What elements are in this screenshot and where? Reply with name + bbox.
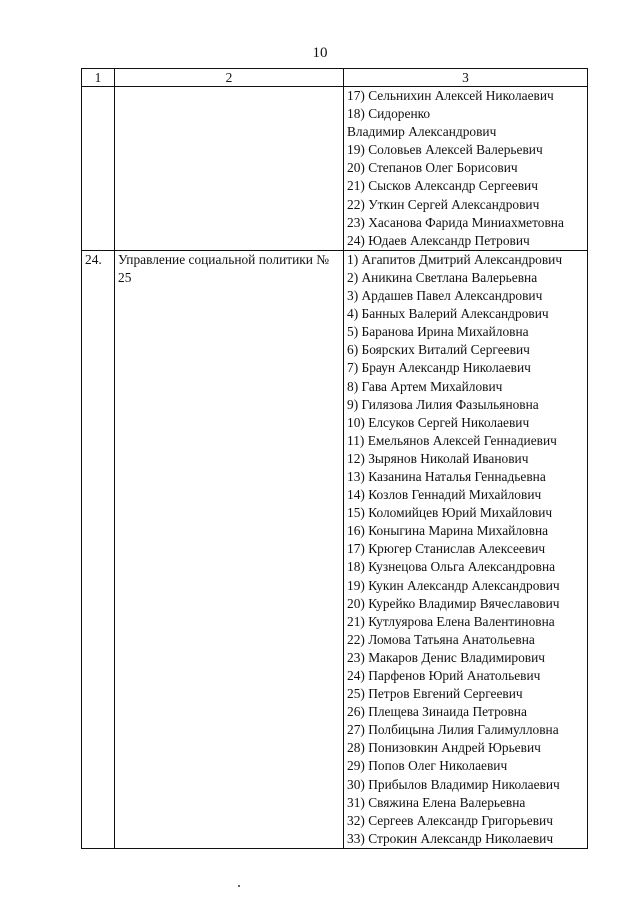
- member-name: 16) Коныгина Марина Михайловна: [347, 523, 549, 539]
- member-name: 21) Кутлуярова Елена Валентиновна: [347, 613, 555, 629]
- member-name: 30) Прибылов Владимир Николаевич: [347, 776, 560, 792]
- assignment-table: [81, 68, 588, 849]
- member-name: 33) Строкин Александр Николаевич: [347, 830, 554, 846]
- member-name: 29) Попов Олег Николаевич: [347, 758, 508, 774]
- member-name: 14) Козлов Геннадий Михайлович: [347, 487, 542, 503]
- member-name: 12) Зырянов Николай Иванович: [347, 450, 529, 466]
- row-number-cell: 24.: [82, 250, 115, 848]
- member-name: 23) Хасанова Фарида Миниахметовна: [347, 214, 564, 230]
- member-name: 25) Петров Евгений Сергеевич: [347, 686, 523, 702]
- member-name: 13) Казанина Наталья Геннадьевна: [347, 468, 546, 484]
- page-number: 10: [312, 45, 328, 61]
- member-name: 4) Банных Валерий Александрович: [347, 306, 549, 322]
- member-name: 24) Юдаев Александр Петрович: [347, 232, 530, 248]
- member-name: 6) Боярских Виталий Сергеевич: [347, 342, 530, 358]
- member-name: 1) Агапитов Дмитрий Александрович: [347, 251, 563, 267]
- member-name: 21) Сысков Александр Сергеевич: [347, 178, 538, 194]
- member-name: Владимир Александрович: [347, 124, 497, 140]
- member-name: 19) Соловьев Алексей Валерьевич: [347, 142, 543, 158]
- member-name: 22) Ломова Татьяна Анатольевна: [347, 631, 535, 647]
- member-name: 26) Плещева Зинаида Петровна: [347, 704, 527, 720]
- table-header-row: [82, 69, 588, 87]
- member-name: 22) Уткин Сергей Александрович: [347, 196, 540, 212]
- unit-name-cell: [115, 87, 344, 251]
- table-row: [82, 87, 588, 251]
- member-name: 31) Свяжина Елена Валерьевна: [347, 794, 526, 810]
- member-name: 3) Ардашев Павел Александрович: [347, 288, 543, 304]
- member-name: 32) Сергеев Александр Григорьевич: [347, 812, 553, 828]
- member-name: 18) Сидоренко: [347, 106, 431, 122]
- column-header-3: 3: [344, 69, 588, 87]
- member-name: 19) Кукин Александр Александрович: [347, 577, 560, 593]
- member-name: 23) Макаров Денис Владимирович: [347, 649, 546, 665]
- member-name: 27) Полбицына Лилия Галимулловна: [347, 722, 559, 738]
- page-mark: [238, 885, 240, 887]
- members-cell: [344, 87, 588, 251]
- member-name: 17) Сельнихин Алексей Николаевич: [347, 88, 554, 103]
- member-name: 20) Степанов Олег Борисович: [347, 160, 518, 176]
- member-name: 17) Крюгер Станислав Алексеевич: [347, 541, 546, 557]
- member-name: 7) Браун Александр Николаевич: [347, 360, 531, 376]
- member-name: 5) Баранова Ирина Михайловна: [347, 324, 529, 340]
- member-name: 20) Курейко Владимир Вячеславович: [347, 595, 560, 611]
- table-row: [82, 250, 588, 848]
- column-header-2: 2: [115, 69, 344, 87]
- unit-name-cell: Управление социальной политики № 25: [115, 250, 344, 848]
- column-header-1: 1: [82, 69, 115, 87]
- members-cell: [344, 250, 588, 848]
- member-name: 18) Кузнецова Ольга Александровна: [347, 559, 556, 575]
- member-name: 10) Елсуков Сергей Николаевич: [347, 414, 530, 430]
- member-name: 15) Коломийцев Юрий Михайлович: [347, 505, 553, 521]
- member-name: 11) Емельянов Алексей Геннадиевич: [347, 432, 557, 448]
- member-name: 2) Аникина Светлана Валерьевна: [347, 269, 538, 285]
- member-name: 28) Понизовкин Андрей Юрьевич: [347, 740, 541, 756]
- member-name: 24) Парфенов Юрий Анатольевич: [347, 668, 541, 683]
- row-number-cell: [82, 87, 115, 251]
- member-name: 9) Гилязова Лилия Фазыльяновна: [347, 396, 539, 412]
- member-name: 8) Гава Артем Михайлович: [347, 378, 503, 394]
